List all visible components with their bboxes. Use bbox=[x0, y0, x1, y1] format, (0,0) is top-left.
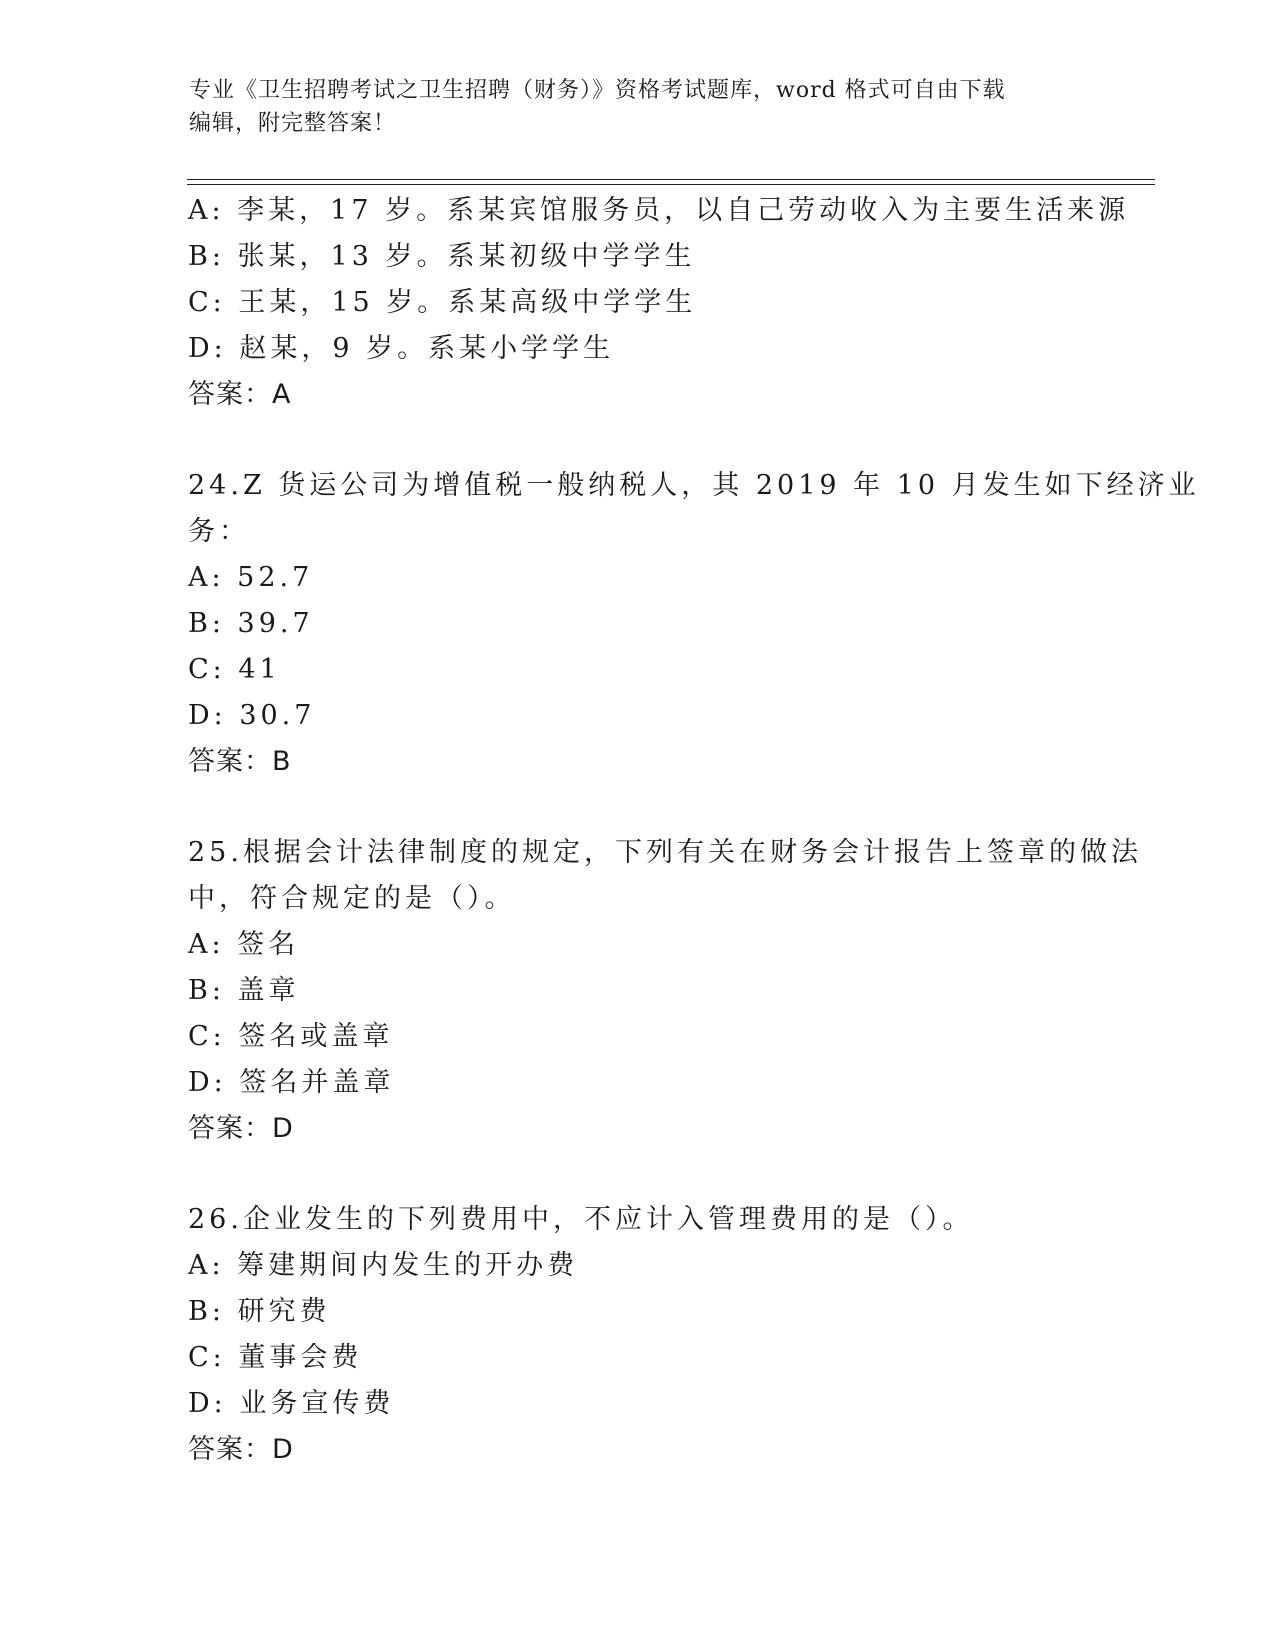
question-stem-line: 25.根据会计法律制度的规定，下列有关在财务会计报告上签章的做法 bbox=[188, 837, 1142, 868]
option-a: A: 签名 bbox=[188, 929, 300, 960]
spacer bbox=[188, 1152, 1088, 1197]
option-d: D: 30.7 bbox=[188, 700, 316, 731]
answer-line: 答案：B bbox=[188, 746, 292, 777]
answer-line: 答案：A bbox=[188, 379, 292, 410]
answer-line: 答案：D bbox=[188, 1434, 294, 1465]
option-c: C: 王某，15 岁。系某高级中学学生 bbox=[188, 287, 697, 318]
option-a: A: 筹建期间内发生的开办费 bbox=[188, 1250, 579, 1281]
option-a: A: 52.7 bbox=[188, 562, 314, 593]
spacer bbox=[188, 418, 1088, 463]
option-b: B: 研究费 bbox=[188, 1296, 331, 1327]
question-block bbox=[188, 463, 1200, 785]
question-stem-line: 26.企业发生的下列费用中，不应计入管理费用的是（）。 bbox=[188, 1204, 974, 1235]
option-d: D: 签名并盖章 bbox=[188, 1067, 395, 1098]
question-stem-line: 中，符合规定的是（）。 bbox=[188, 883, 516, 914]
header-title-line-1: 专业《卫生招聘考试之卫生招聘（财务）》资格考试题库，word 格式可自由下载 bbox=[189, 78, 1006, 103]
question-block bbox=[188, 188, 1130, 418]
option-c: C: 签名或盖章 bbox=[188, 1021, 394, 1052]
option-d: D: 业务宣传费 bbox=[188, 1388, 395, 1419]
divider-line-bottom bbox=[187, 184, 1155, 185]
option-b: B: 张某，13 岁。系某初级中学学生 bbox=[188, 241, 696, 272]
option-a: A: 李某，17 岁。系某宾馆服务员，以自己劳动收入为主要生活来源 bbox=[188, 195, 1130, 226]
question-list bbox=[188, 188, 1200, 1473]
option-c: C: 董事会费 bbox=[188, 1342, 363, 1373]
question-block bbox=[188, 1197, 1088, 1473]
document-header bbox=[189, 74, 1069, 140]
question-block bbox=[188, 830, 1142, 1152]
option-d: D: 赵某，9 岁。系某小学学生 bbox=[188, 333, 615, 364]
answer-line: 答案：D bbox=[188, 1113, 294, 1144]
option-c: C: 41 bbox=[188, 654, 281, 685]
spacer bbox=[188, 785, 1088, 830]
option-b: B: 盖章 bbox=[188, 975, 300, 1006]
question-stem-line: 务： bbox=[188, 516, 250, 547]
question-stem-line: 24.Z 货运公司为增值税一般纳税人，其 2019 年 10 月发生如下经济业 bbox=[188, 470, 1200, 501]
header-divider bbox=[187, 179, 1155, 186]
header-title-line-2: 编辑，附完整答案！ bbox=[189, 111, 397, 136]
divider-line-top bbox=[187, 179, 1155, 180]
option-b: B: 39.7 bbox=[188, 608, 314, 639]
